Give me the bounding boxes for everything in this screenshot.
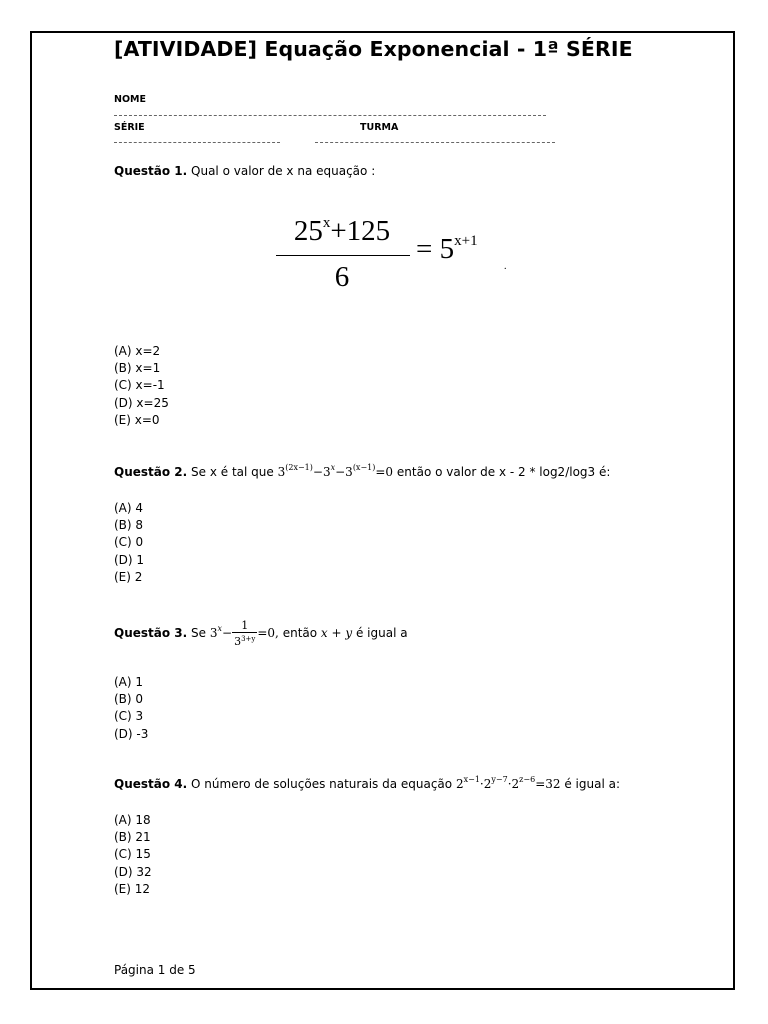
question-2-options [114,500,144,586]
option: (B) 8 [114,518,144,533]
rhs-base: = 5 [416,233,455,265]
question-4-text-after: é igual a: [564,777,620,791]
question-1 [114,164,375,178]
question-4-text-before: O número de soluções naturais da equação [191,777,453,791]
option: (C) 15 [114,847,151,862]
fraction-bar [276,255,410,256]
equation-rhs [416,233,478,266]
option: (C) 0 [114,535,144,550]
question-3-text-mid: então [282,626,318,640]
option: (B) 0 [114,692,144,707]
question-4-label: Questão 4. [114,777,188,791]
nome-label: NOME [114,94,146,105]
nome-line [114,115,546,116]
option: (E) 2 [114,569,143,584]
question-2-math: $3^{(2x-1)}-3^x-3^{(x-1)}=0$ [277,463,394,479]
option: (E) 12 [114,881,151,896]
question-2-text-after: então o valor de x - 2 * log2/log3 é: [396,465,611,479]
question-4 [114,775,620,791]
question-4-options [114,812,152,898]
question-3-options [114,674,148,743]
option: (A) 18 [114,813,151,827]
option: (D) -3 [114,726,149,741]
question-3-text-after: é igual a [355,626,408,640]
rhs-exponent: x+1 [454,233,478,249]
option: (A) x=2 [114,344,161,358]
worksheet-page [30,31,735,990]
option: (E) x=0 [114,412,160,427]
question-1-text: Qual o valor de x na equação : [191,164,376,178]
question-3-text-before: Se [191,626,207,640]
option: (C) x=-1 [114,378,165,393]
question-3-math: $3^x-$ $\frac{1}{3^{3+y}}$ =0, [209,619,279,648]
question-3 [114,619,408,648]
turma-label: TURMA [360,122,399,133]
option: (A) 4 [114,501,144,515]
page-title: [ATIVIDADE] Equação Exponencial - 1ª SÉRIE [114,37,633,61]
option: (D) 32 [114,864,152,879]
option: (C) 3 [114,709,144,724]
numerator-exponent: x [322,215,331,231]
option: (B) 21 [114,830,151,845]
turma-line [315,142,555,143]
question-2-label: Questão 2. [114,465,188,479]
option: (D) 1 [114,552,145,567]
option: (A) 1 [114,675,144,689]
question-4-math: $2^{x-1}\cdot 2^{y-7}\cdot 2^{z-6}=32$ [455,775,561,791]
question-1-label: Questão 1. [114,164,188,178]
question-2 [114,463,610,479]
question-3-fraction: $\frac{1}{3^{3+y}}$ [234,619,256,648]
question-3-label: Questão 3. [114,626,188,640]
serie-line [114,142,280,143]
equation-trailing-dot: . [504,261,507,272]
numerator-base: 25 [293,215,323,247]
question-3-expression: x + y [320,626,353,640]
question-2-text-before: Se x é tal que [191,465,274,479]
page-number: Página 1 de 5 [114,963,196,977]
equation-numerator [272,215,412,248]
option: (D) x=25 [114,395,169,410]
numerator-rest: +125 [330,215,391,247]
question-1-options [114,343,169,429]
serie-label: SÉRIE [114,122,145,133]
option: (B) x=1 [114,361,161,376]
equation-denominator: 6 [334,261,350,293]
